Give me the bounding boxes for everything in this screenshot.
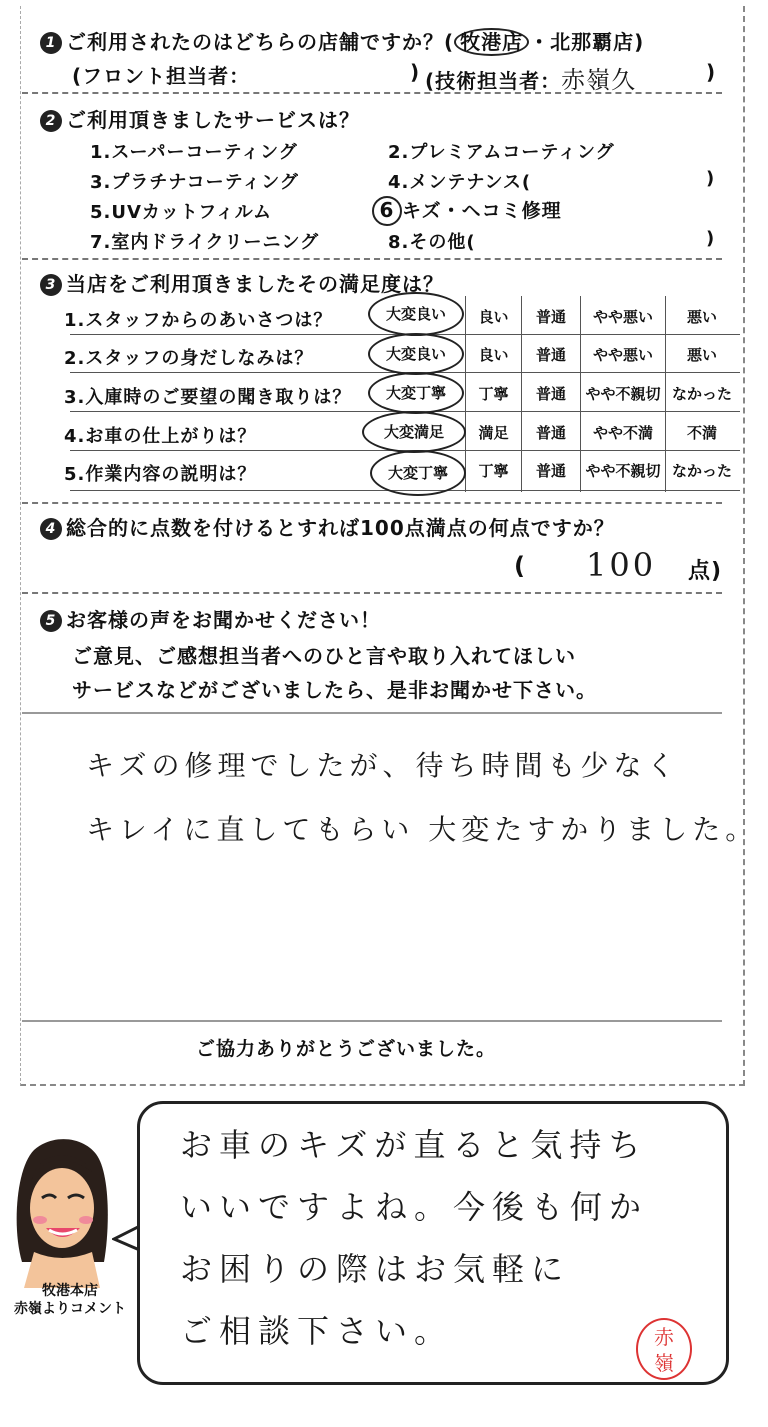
- answer-area-bottom-line: [22, 1020, 722, 1022]
- q1-tech: [425, 60, 636, 95]
- tech-staff-label: (技術担当者：: [425, 69, 562, 93]
- front-staff-label: (フロント担当者：: [72, 64, 251, 88]
- q1-close-paren: ): [634, 30, 645, 54]
- q3-row-1-option: やや悪い: [592, 308, 653, 326]
- question-number-3-icon: 3: [40, 274, 62, 296]
- divider: [22, 258, 722, 260]
- staff-comment-label: 赤嶺よりコメント: [14, 1301, 126, 1317]
- q3-row-3-question: 3.入庫時のご要望の聞き取りは？: [64, 387, 352, 408]
- q3-row-5-question: 5.作業内容の説明は？: [64, 464, 257, 485]
- q3-row-2-option: 良い: [478, 346, 509, 364]
- store-option-kitanaha: 北那覇店: [550, 30, 635, 54]
- staff-comment-line-4: ご相談下さい。: [180, 1312, 454, 1350]
- customer-comment-line-2: キレイに直してもらい 大変たすかりました。: [86, 813, 759, 846]
- staff-comment-line-3: お困りの際はお気軽に: [180, 1250, 571, 1288]
- q3-row-5-option-selected: 大変丁寧: [370, 450, 466, 496]
- staff-store-label: 牧港本店: [42, 1283, 98, 1299]
- q1-separator: ・: [529, 30, 551, 54]
- stamp-char-1: 赤: [654, 1325, 674, 1349]
- stamp-char-2: 嶺: [654, 1351, 674, 1375]
- q3-row-1-question: 1.スタッフからのあいさつは？: [64, 310, 333, 331]
- q3-row-4-option: 普通: [535, 424, 566, 442]
- q2-question-text: ご利用頂きましたサービスは？: [66, 108, 360, 132]
- service-other: 8.その他(: [388, 232, 476, 253]
- service-maintenance-close: ): [706, 168, 716, 189]
- question-number-5-icon: 5: [40, 610, 62, 632]
- staff-caption: [10, 1282, 130, 1318]
- q3-row-4-option-selected: 大変満足: [362, 411, 466, 453]
- service-uv-film: 5.UVカットフィルム: [90, 202, 273, 223]
- q3-row-1-option: 普通: [535, 308, 566, 326]
- q3-row-4-option: やや不満: [592, 424, 653, 442]
- question-number-4-icon: 4: [40, 518, 62, 540]
- score-handwritten: 100: [586, 546, 657, 584]
- question-number-2-icon: 2: [40, 110, 62, 132]
- name-seal-stamp: [636, 1318, 692, 1380]
- q4-title: [40, 512, 615, 541]
- q3-question-text: 当店をご利用頂きましたその満足度は？: [66, 272, 444, 296]
- q1-question-text: ご利用されたのはどちらの店舗ですか？(: [66, 30, 455, 54]
- q5-instruction-line-2: サービスなどがございましたら、是非お聞かせ下さい。: [72, 678, 597, 702]
- q3-row-5-option: やや不親切: [585, 462, 661, 480]
- tech-staff-close: ): [706, 60, 717, 84]
- q3-row-4-option: 不満: [686, 424, 717, 442]
- service-maintenance: 4.メンテナンス(: [388, 172, 532, 193]
- q3-row-4-option: 満足: [478, 424, 509, 442]
- service-platinum-coating: 3.プラチナコーティング: [90, 172, 299, 193]
- thank-you-message: ご協力ありがとうございました。: [196, 1038, 497, 1060]
- q3-row-2-option-selected: 大変良い: [368, 333, 464, 375]
- store-option-makiminato-selected: 牧港店: [454, 28, 529, 56]
- q2-title: [40, 104, 360, 133]
- q3-row-5-option: なかった: [671, 462, 732, 480]
- q3-row-2-question: 2.スタッフの身だしなみは？: [64, 348, 314, 369]
- service-interior-cleaning: 7.室内ドライクリーニング: [90, 232, 320, 253]
- score-unit: 点): [688, 559, 723, 584]
- q1-line1: [40, 26, 644, 55]
- divider: [22, 592, 722, 594]
- q3-row-3-option: やや不親切: [585, 385, 661, 403]
- q4-question-text: 総合的に点数を付けるとすれば100点満点の何点ですか？: [66, 516, 615, 540]
- q3-row-5-option: 普通: [535, 462, 566, 480]
- q3-row-3-option: 普通: [535, 385, 566, 403]
- divider: [22, 92, 722, 94]
- q3-row-2-option: やや悪い: [592, 346, 653, 364]
- tech-staff-handwritten: 赤嶺久: [561, 66, 637, 94]
- q3-row-1-option-selected: 大変良い: [368, 292, 464, 336]
- score-open-paren: (: [514, 552, 526, 580]
- q3-title: [40, 268, 444, 297]
- service-dent-repair-selected: [372, 196, 562, 226]
- q5-title: [40, 604, 381, 633]
- q3-row-1-option: 良い: [478, 308, 509, 326]
- q3-row-5-option: 丁寧: [478, 462, 509, 480]
- staff-avatar: [6, 1128, 118, 1288]
- customer-comment-line-1: キズの修理でしたが、待ち時間も少なく: [86, 749, 680, 782]
- question-number-1-icon: 1: [40, 32, 62, 54]
- q3-row-4-question: 4.お車の仕上がりは？: [64, 426, 257, 447]
- service-other-close: ): [706, 228, 716, 249]
- front-staff-close: ): [410, 60, 421, 84]
- staff-comment-line-1: お車のキズが直ると気持ち: [180, 1126, 648, 1164]
- q3-row-2-option: 悪い: [686, 346, 717, 364]
- q3-row-1-option: 悪い: [686, 308, 717, 326]
- q3-row-3-option: なかった: [671, 385, 732, 403]
- service-super-coating: 1.スーパーコーティング: [90, 142, 298, 163]
- q5-instruction-line-1: ご意見、ご感想担当者へのひと言や取り入れてほしい: [72, 644, 576, 668]
- q1-line2: [72, 60, 250, 89]
- answer-area-top-line: [22, 712, 722, 714]
- q1-line2-close: [410, 60, 420, 84]
- q3-row-2-option: 普通: [535, 346, 566, 364]
- q1-tech-close-wrap: [706, 60, 716, 84]
- selected-circle-icon: 6: [372, 196, 402, 226]
- staff-comment-line-2: いいですよね。今後も何か: [180, 1188, 649, 1226]
- q5-question-text: お客様の声をお聞かせください！: [66, 608, 381, 632]
- service-dent-repair-label: キズ・ヘコミ修理: [402, 200, 562, 222]
- q3-row-3-option-selected: 大変丁寧: [368, 372, 464, 414]
- q3-row-3-option: 丁寧: [478, 385, 509, 403]
- service-premium-coating: 2.プレミアムコーティング: [388, 142, 615, 163]
- divider: [22, 502, 722, 504]
